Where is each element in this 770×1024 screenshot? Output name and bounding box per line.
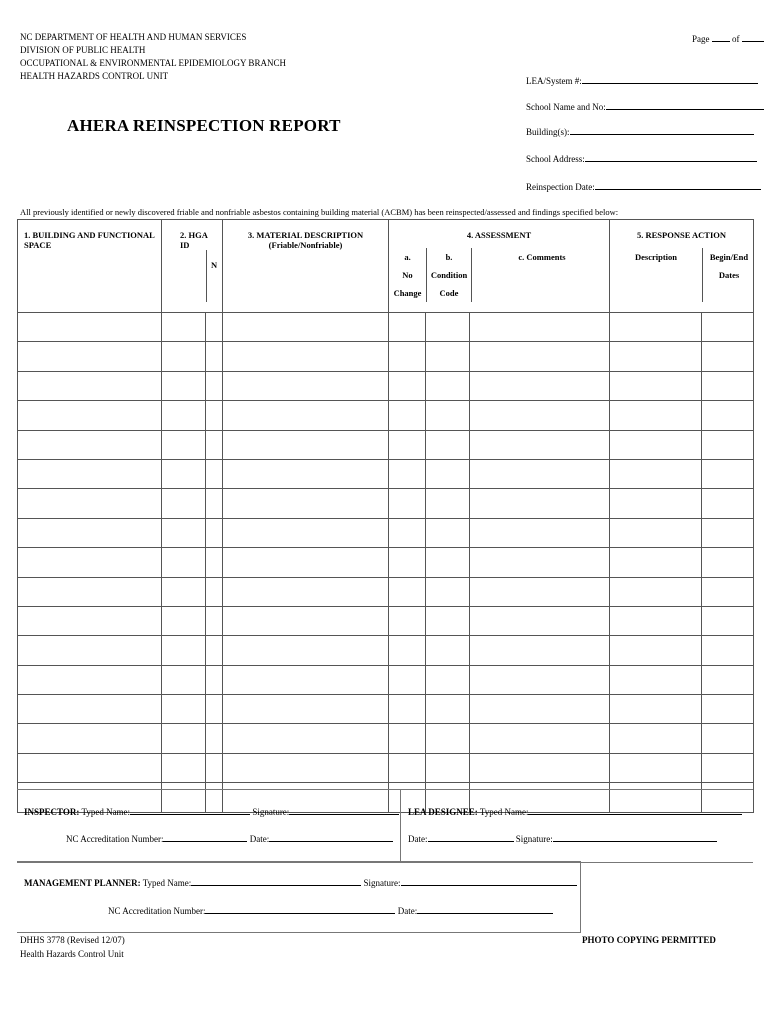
comments-cell[interactable]	[470, 695, 610, 724]
table-row	[18, 548, 754, 577]
comments-cell[interactable]	[470, 401, 610, 430]
table-row	[18, 489, 754, 518]
description-cell[interactable]	[610, 459, 702, 488]
of-label: of	[732, 34, 740, 44]
col-hga-id-label: ID	[180, 240, 190, 250]
dates-cell[interactable]	[702, 695, 754, 724]
col-no-change-letter: a.	[404, 252, 411, 262]
building-cell[interactable]	[18, 753, 162, 782]
inspector-label: INSPECTOR:	[24, 807, 80, 817]
hga-id-cell[interactable]	[162, 371, 206, 400]
comments-cell[interactable]	[470, 313, 610, 342]
col-material-label: 3. MATERIAL DESCRIPTION	[247, 230, 364, 240]
condition-cell[interactable]	[426, 459, 470, 488]
n-cell[interactable]	[206, 401, 223, 430]
hga-id-cell[interactable]	[162, 489, 206, 518]
material-cell[interactable]	[223, 665, 389, 694]
condition-cell[interactable]	[426, 518, 470, 547]
n-cell[interactable]	[206, 489, 223, 518]
description-cell[interactable]	[610, 401, 702, 430]
page-current-field[interactable]	[712, 32, 730, 42]
table-row	[18, 459, 754, 488]
n-cell[interactable]	[206, 371, 223, 400]
dates-cell[interactable]	[702, 401, 754, 430]
material-cell[interactable]	[223, 577, 389, 606]
school-address-field[interactable]	[585, 152, 757, 162]
condition-cell[interactable]	[426, 636, 470, 665]
lea-designee-label: LEA DESIGNEE:	[408, 807, 478, 817]
comments-cell[interactable]	[470, 753, 610, 782]
planner-accred-field[interactable]	[205, 904, 395, 914]
n-cell[interactable]	[206, 606, 223, 635]
no-change-cell[interactable]	[389, 636, 426, 665]
condition-cell[interactable]	[426, 724, 470, 753]
col-description	[610, 248, 703, 302]
building-cell[interactable]	[18, 342, 162, 371]
condition-cell[interactable]	[426, 489, 470, 518]
lea-designee-typed-name-label: Typed Name:	[479, 807, 529, 817]
condition-cell[interactable]	[426, 342, 470, 371]
col-no-change-label: Change	[393, 288, 422, 298]
lea-system-label: LEA/System #:	[526, 76, 582, 86]
n-cell[interactable]	[206, 636, 223, 665]
hga-id-cell[interactable]	[162, 665, 206, 694]
planner-typed-name-label: Typed Name:	[142, 878, 192, 888]
page-title: AHERA REINSPECTION REPORT	[67, 116, 341, 135]
inspector-name-row	[24, 805, 399, 817]
description-cell[interactable]	[610, 342, 702, 371]
hga-id-cell[interactable]	[162, 459, 206, 488]
description-cell[interactable]	[610, 606, 702, 635]
hga-id-cell[interactable]	[162, 313, 206, 342]
planner-section	[17, 861, 581, 933]
condition-cell[interactable]	[426, 430, 470, 459]
table-row	[18, 518, 754, 547]
col-building-header: 1. BUILDING AND FUNCTIONAL SPACE	[18, 220, 162, 313]
hga-id-cell[interactable]	[162, 518, 206, 547]
building-cell[interactable]	[18, 724, 162, 753]
condition-cell[interactable]	[426, 695, 470, 724]
buildings-row	[526, 125, 754, 137]
school-name-field[interactable]	[606, 100, 764, 110]
dept-line-1: NC DEPARTMENT OF HEALTH AND HUMAN SERVICES	[20, 32, 247, 42]
reinspection-date-label: Reinspection Date:	[526, 182, 595, 192]
inspector-date-label: Date:	[249, 834, 270, 844]
material-cell[interactable]	[223, 724, 389, 753]
building-cell[interactable]	[18, 548, 162, 577]
page-label: Page	[692, 34, 710, 44]
dates-cell[interactable]	[702, 724, 754, 753]
description-cell[interactable]	[610, 753, 702, 782]
col-description-label: Description	[634, 252, 678, 262]
lea-system-field[interactable]	[582, 74, 758, 84]
hga-id-cell[interactable]	[162, 548, 206, 577]
description-cell[interactable]	[610, 489, 702, 518]
unit-name: Health Hazards Control Unit	[20, 949, 124, 959]
description-cell[interactable]	[610, 518, 702, 547]
lea-designee-name-row	[408, 805, 742, 817]
description-cell[interactable]	[610, 695, 702, 724]
planner-signature-label: Signature:	[363, 878, 401, 888]
no-change-cell[interactable]	[389, 665, 426, 694]
lea-system-row	[526, 74, 758, 86]
col-condition	[427, 248, 472, 302]
material-cell[interactable]	[223, 371, 389, 400]
no-change-cell[interactable]	[389, 577, 426, 606]
buildings-field[interactable]	[570, 125, 754, 135]
inspector-name-field[interactable]	[130, 805, 250, 815]
no-change-cell[interactable]	[389, 548, 426, 577]
reinspection-date-row	[526, 180, 761, 192]
comments-cell[interactable]	[470, 342, 610, 371]
n-cell[interactable]	[206, 430, 223, 459]
comments-cell[interactable]	[470, 518, 610, 547]
condition-cell[interactable]	[426, 753, 470, 782]
material-cell[interactable]	[223, 518, 389, 547]
col-condition-code: Code	[439, 288, 459, 298]
building-cell[interactable]	[18, 665, 162, 694]
signature-divider	[400, 789, 401, 861]
comments-cell[interactable]	[470, 636, 610, 665]
lea-designee-date-label: Date:	[408, 834, 428, 844]
hga-id-cell[interactable]	[162, 401, 206, 430]
table-row	[18, 313, 754, 342]
building-cell[interactable]	[18, 489, 162, 518]
no-change-cell[interactable]	[389, 753, 426, 782]
no-change-cell[interactable]	[389, 518, 426, 547]
col-dates-label: Begin/End	[709, 252, 749, 262]
description-cell[interactable]	[610, 724, 702, 753]
description-cell[interactable]	[610, 577, 702, 606]
building-cell[interactable]	[18, 371, 162, 400]
hga-id-cell[interactable]	[162, 430, 206, 459]
description-cell[interactable]	[610, 636, 702, 665]
col-no-change	[389, 248, 427, 302]
material-cell[interactable]	[223, 459, 389, 488]
col-hga-label: 2. HGA	[180, 230, 208, 240]
n-cell[interactable]	[206, 665, 223, 694]
material-cell[interactable]	[223, 636, 389, 665]
inspector-signature-label: Signature:	[252, 807, 290, 817]
condition-cell[interactable]	[426, 606, 470, 635]
lea-designee-name-field[interactable]	[528, 805, 742, 815]
description-cell[interactable]	[610, 665, 702, 694]
description-cell[interactable]	[610, 430, 702, 459]
lea-designee-signature-label: Signature:	[515, 834, 553, 844]
no-change-cell[interactable]	[389, 459, 426, 488]
col-response-label: 5. RESPONSE ACTION	[636, 230, 727, 240]
material-cell[interactable]	[223, 606, 389, 635]
inspector-accred-field[interactable]	[163, 832, 247, 842]
col-n-label: N	[211, 260, 218, 270]
col-dates-sub: Dates	[718, 270, 740, 280]
building-cell[interactable]	[18, 606, 162, 635]
lea-designee-date-row	[408, 832, 717, 844]
no-change-cell[interactable]	[389, 695, 426, 724]
findings-table	[17, 219, 754, 813]
dates-cell[interactable]	[702, 371, 754, 400]
lea-designee-signature-field[interactable]	[553, 832, 717, 842]
n-cell[interactable]	[206, 518, 223, 547]
material-cell[interactable]	[223, 342, 389, 371]
building-cell[interactable]	[18, 577, 162, 606]
planner-accred-label: NC Accreditation Number:	[108, 906, 206, 916]
lea-designee-date-field[interactable]	[428, 832, 514, 842]
dept-line-3: OCCUPATIONAL & ENVIRONMENTAL EPIDEMIOLOGY BRANCH	[20, 58, 286, 68]
dates-cell[interactable]	[702, 548, 754, 577]
planner-date-field[interactable]	[417, 904, 553, 914]
no-change-cell[interactable]	[389, 313, 426, 342]
material-cell[interactable]	[223, 695, 389, 724]
n-cell[interactable]	[206, 695, 223, 724]
no-change-cell[interactable]	[389, 489, 426, 518]
table-header-row	[18, 220, 754, 313]
col-assessment-header	[389, 220, 610, 313]
table-row	[18, 724, 754, 753]
table-row	[18, 606, 754, 635]
dept-line-2: DIVISION OF PUBLIC HEALTH	[20, 45, 146, 55]
description-cell[interactable]	[610, 313, 702, 342]
n-cell[interactable]	[206, 577, 223, 606]
description-cell[interactable]	[610, 548, 702, 577]
n-cell[interactable]	[206, 753, 223, 782]
hga-id-cell[interactable]	[162, 695, 206, 724]
material-cell[interactable]	[223, 313, 389, 342]
col-n-divider	[206, 250, 224, 302]
col-condition-letter: b.	[445, 252, 453, 262]
building-cell[interactable]	[18, 636, 162, 665]
hga-id-cell[interactable]	[162, 724, 206, 753]
buildings-label: Building(s):	[526, 127, 570, 137]
comments-cell[interactable]	[470, 371, 610, 400]
condition-cell[interactable]	[426, 401, 470, 430]
hga-id-cell[interactable]	[162, 753, 206, 782]
table-row	[18, 695, 754, 724]
col-material-sub: (Friable/Nonfriable)	[268, 240, 343, 250]
planner-label: MANAGEMENT PLANNER:	[24, 878, 141, 888]
table-row	[18, 577, 754, 606]
col-comments	[472, 248, 612, 266]
inspector-accred-label: NC Accreditation Number:	[66, 834, 164, 844]
dates-cell[interactable]	[702, 313, 754, 342]
dates-cell[interactable]	[702, 430, 754, 459]
col-comments-label: c. Comments	[518, 252, 566, 262]
hga-id-cell[interactable]	[162, 606, 206, 635]
dept-line-4: HEALTH HAZARDS CONTROL UNIT	[20, 71, 169, 81]
col-assessment-label: 4. ASSESSMENT	[466, 230, 532, 240]
building-cell[interactable]	[18, 695, 162, 724]
col-response-header	[610, 220, 754, 313]
comments-cell[interactable]	[470, 724, 610, 753]
building-cell[interactable]	[18, 401, 162, 430]
col-dates	[703, 248, 755, 284]
planner-name-row	[24, 876, 577, 888]
dates-cell[interactable]	[702, 606, 754, 635]
n-cell[interactable]	[206, 459, 223, 488]
school-name-row	[526, 100, 764, 112]
photo-copying-notice: PHOTO COPYING PERMITTED	[582, 935, 716, 945]
condition-cell[interactable]	[426, 371, 470, 400]
condition-cell[interactable]	[426, 313, 470, 342]
hga-id-cell[interactable]	[162, 636, 206, 665]
building-cell[interactable]	[18, 313, 162, 342]
material-cell[interactable]	[223, 430, 389, 459]
table-row	[18, 401, 754, 430]
inspector-accred-row	[66, 832, 393, 844]
col-hga-header	[162, 220, 223, 313]
comments-cell[interactable]	[470, 459, 610, 488]
inspector-signature-field[interactable]	[289, 805, 399, 815]
page-number	[692, 32, 764, 44]
comments-cell[interactable]	[470, 577, 610, 606]
condition-cell[interactable]	[426, 548, 470, 577]
planner-signature-field[interactable]	[401, 876, 577, 886]
dates-cell[interactable]	[702, 636, 754, 665]
table-row	[18, 636, 754, 665]
comments-cell[interactable]	[470, 430, 610, 459]
table-row	[18, 665, 754, 694]
school-address-label: School Address:	[526, 154, 585, 164]
school-address-row	[526, 152, 757, 164]
planner-name-field[interactable]	[191, 876, 361, 886]
comments-cell[interactable]	[470, 548, 610, 577]
table-row	[18, 753, 754, 782]
dates-cell[interactable]	[702, 489, 754, 518]
col-material-header	[223, 220, 389, 313]
no-change-cell[interactable]	[389, 606, 426, 635]
no-change-cell[interactable]	[389, 342, 426, 371]
hga-id-cell[interactable]	[162, 577, 206, 606]
n-cell[interactable]	[206, 313, 223, 342]
n-cell[interactable]	[206, 548, 223, 577]
condition-cell[interactable]	[426, 577, 470, 606]
building-cell[interactable]	[18, 430, 162, 459]
intro-text: All previously identified or newly discovered friable and nonfriable asbestos containing building material (ACBM) has been reinspected/assessed and findings specified below:	[20, 207, 619, 217]
no-change-cell[interactable]	[389, 371, 426, 400]
signature-section	[17, 789, 753, 863]
col-condition-label: Condition	[430, 270, 468, 280]
comments-cell[interactable]	[470, 665, 610, 694]
building-cell[interactable]	[18, 459, 162, 488]
reinspection-date-field[interactable]	[595, 180, 761, 190]
inspector-typed-name-label: Typed Name:	[81, 807, 131, 817]
material-cell[interactable]	[223, 548, 389, 577]
no-change-cell[interactable]	[389, 430, 426, 459]
col-no-change-no: No	[402, 270, 413, 280]
material-cell[interactable]	[223, 401, 389, 430]
n-cell[interactable]	[206, 342, 223, 371]
planner-date-label: Date:	[397, 906, 418, 916]
description-cell[interactable]	[610, 371, 702, 400]
dates-cell[interactable]	[702, 577, 754, 606]
condition-cell[interactable]	[426, 665, 470, 694]
planner-accred-row	[108, 904, 553, 916]
comments-cell[interactable]	[470, 489, 610, 518]
dates-cell[interactable]	[702, 665, 754, 694]
dates-cell[interactable]	[702, 342, 754, 371]
hga-id-cell[interactable]	[162, 342, 206, 371]
page-total-field[interactable]	[742, 32, 764, 42]
dates-cell[interactable]	[702, 753, 754, 782]
table-row	[18, 371, 754, 400]
inspector-date-field[interactable]	[269, 832, 393, 842]
school-name-label: School Name and No:	[526, 102, 606, 112]
comments-cell[interactable]	[470, 606, 610, 635]
table-row	[18, 430, 754, 459]
form-number: DHHS 3778 (Revised 12/07)	[20, 935, 125, 945]
building-cell[interactable]	[18, 518, 162, 547]
material-cell[interactable]	[223, 489, 389, 518]
n-cell[interactable]	[206, 724, 223, 753]
dates-cell[interactable]	[702, 459, 754, 488]
material-cell[interactable]	[223, 753, 389, 782]
no-change-cell[interactable]	[389, 401, 426, 430]
table-row	[18, 342, 754, 371]
dates-cell[interactable]	[702, 518, 754, 547]
no-change-cell[interactable]	[389, 724, 426, 753]
